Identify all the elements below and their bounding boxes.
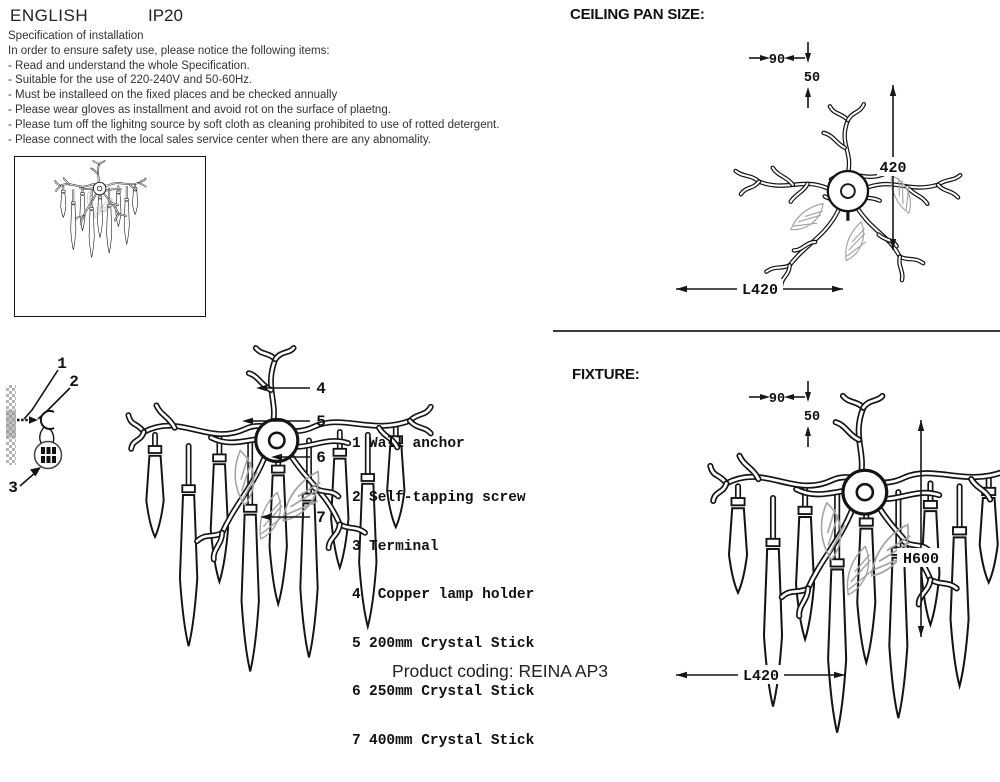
dim-420-label: 420 xyxy=(879,160,907,177)
spec-item: - Please wear gloves as installment and avoid rot on the surface of plaetng. xyxy=(8,103,391,116)
spec-item: - Please connect with the local sales service center when there are any abnomality. xyxy=(8,133,431,146)
parts-list xyxy=(352,404,534,782)
parts-list-item: 1 Wall anchor xyxy=(352,436,465,453)
callout-1: 1 xyxy=(57,355,67,373)
parts-list-item: 2 Self-tapping screw xyxy=(352,490,526,507)
wall-section xyxy=(6,385,16,465)
specification-block xyxy=(8,29,499,147)
callout-2: 2 xyxy=(69,373,79,391)
ip-rating-label: IP20 xyxy=(148,6,183,25)
callout-3: 3 xyxy=(8,479,18,497)
callout-6: 6 xyxy=(316,449,326,467)
parts-list-item: 4 Copper lamp holder xyxy=(352,587,535,604)
callout-4: 4 xyxy=(316,380,326,398)
ceiling-pan-drawing xyxy=(560,30,1000,325)
dim-50-label: 50 xyxy=(803,71,821,86)
callout-7: 7 xyxy=(316,509,326,527)
parts-list-item: 5 200mm Crystal Stick xyxy=(352,635,535,652)
fixture-drawing xyxy=(560,360,1000,690)
parts-list-item: 3 Terminal xyxy=(352,538,439,555)
screw-anchor-detail xyxy=(17,411,54,429)
spec-intro: In order to ensure safety use, please notice the following items: xyxy=(8,44,330,57)
spec-item: - Suitable for the use of 220-240V and 50-60Hz. xyxy=(8,74,253,87)
language-label: ENGLISH xyxy=(10,6,89,25)
chandelier-illustration xyxy=(15,157,205,316)
callout-5: 5 xyxy=(316,413,326,431)
ceiling-pan-title: CEILING PAN SIZE: xyxy=(570,6,705,23)
spec-title: Specification of installation xyxy=(8,30,144,42)
dim-l420-label: L420 xyxy=(742,668,780,685)
chandelier-top-drawing xyxy=(736,104,961,285)
dim-90-label: 90 xyxy=(768,392,786,407)
fixture-title: FIXTURE: xyxy=(572,366,640,383)
terminal-detail xyxy=(35,427,62,469)
section-divider xyxy=(553,330,1000,332)
dim-90-label: 90 xyxy=(768,53,786,68)
parts-list-item: 6 250mm Crystal Stick xyxy=(352,684,535,701)
product-coding: Product coding: REINA AP3 xyxy=(392,661,608,681)
spec-item: - Must be installeed on the fixed places and be checked annually xyxy=(8,89,338,102)
dim-l420-label: L420 xyxy=(741,282,779,299)
dim-50-label: 50 xyxy=(803,410,821,425)
spec-item: - Read and understand the whole Specification. xyxy=(8,59,250,72)
dim-h600-label: H600 xyxy=(902,551,940,568)
product-illustration-box xyxy=(14,156,206,317)
parts-list-item: 7 400mm Crystal Stick xyxy=(352,733,535,750)
mounting-parts-diagram xyxy=(0,340,350,640)
spec-item: - Please tum off the lighitng source by soft cloth as cleaning prohibited to use of rotted detergent. xyxy=(8,118,500,131)
